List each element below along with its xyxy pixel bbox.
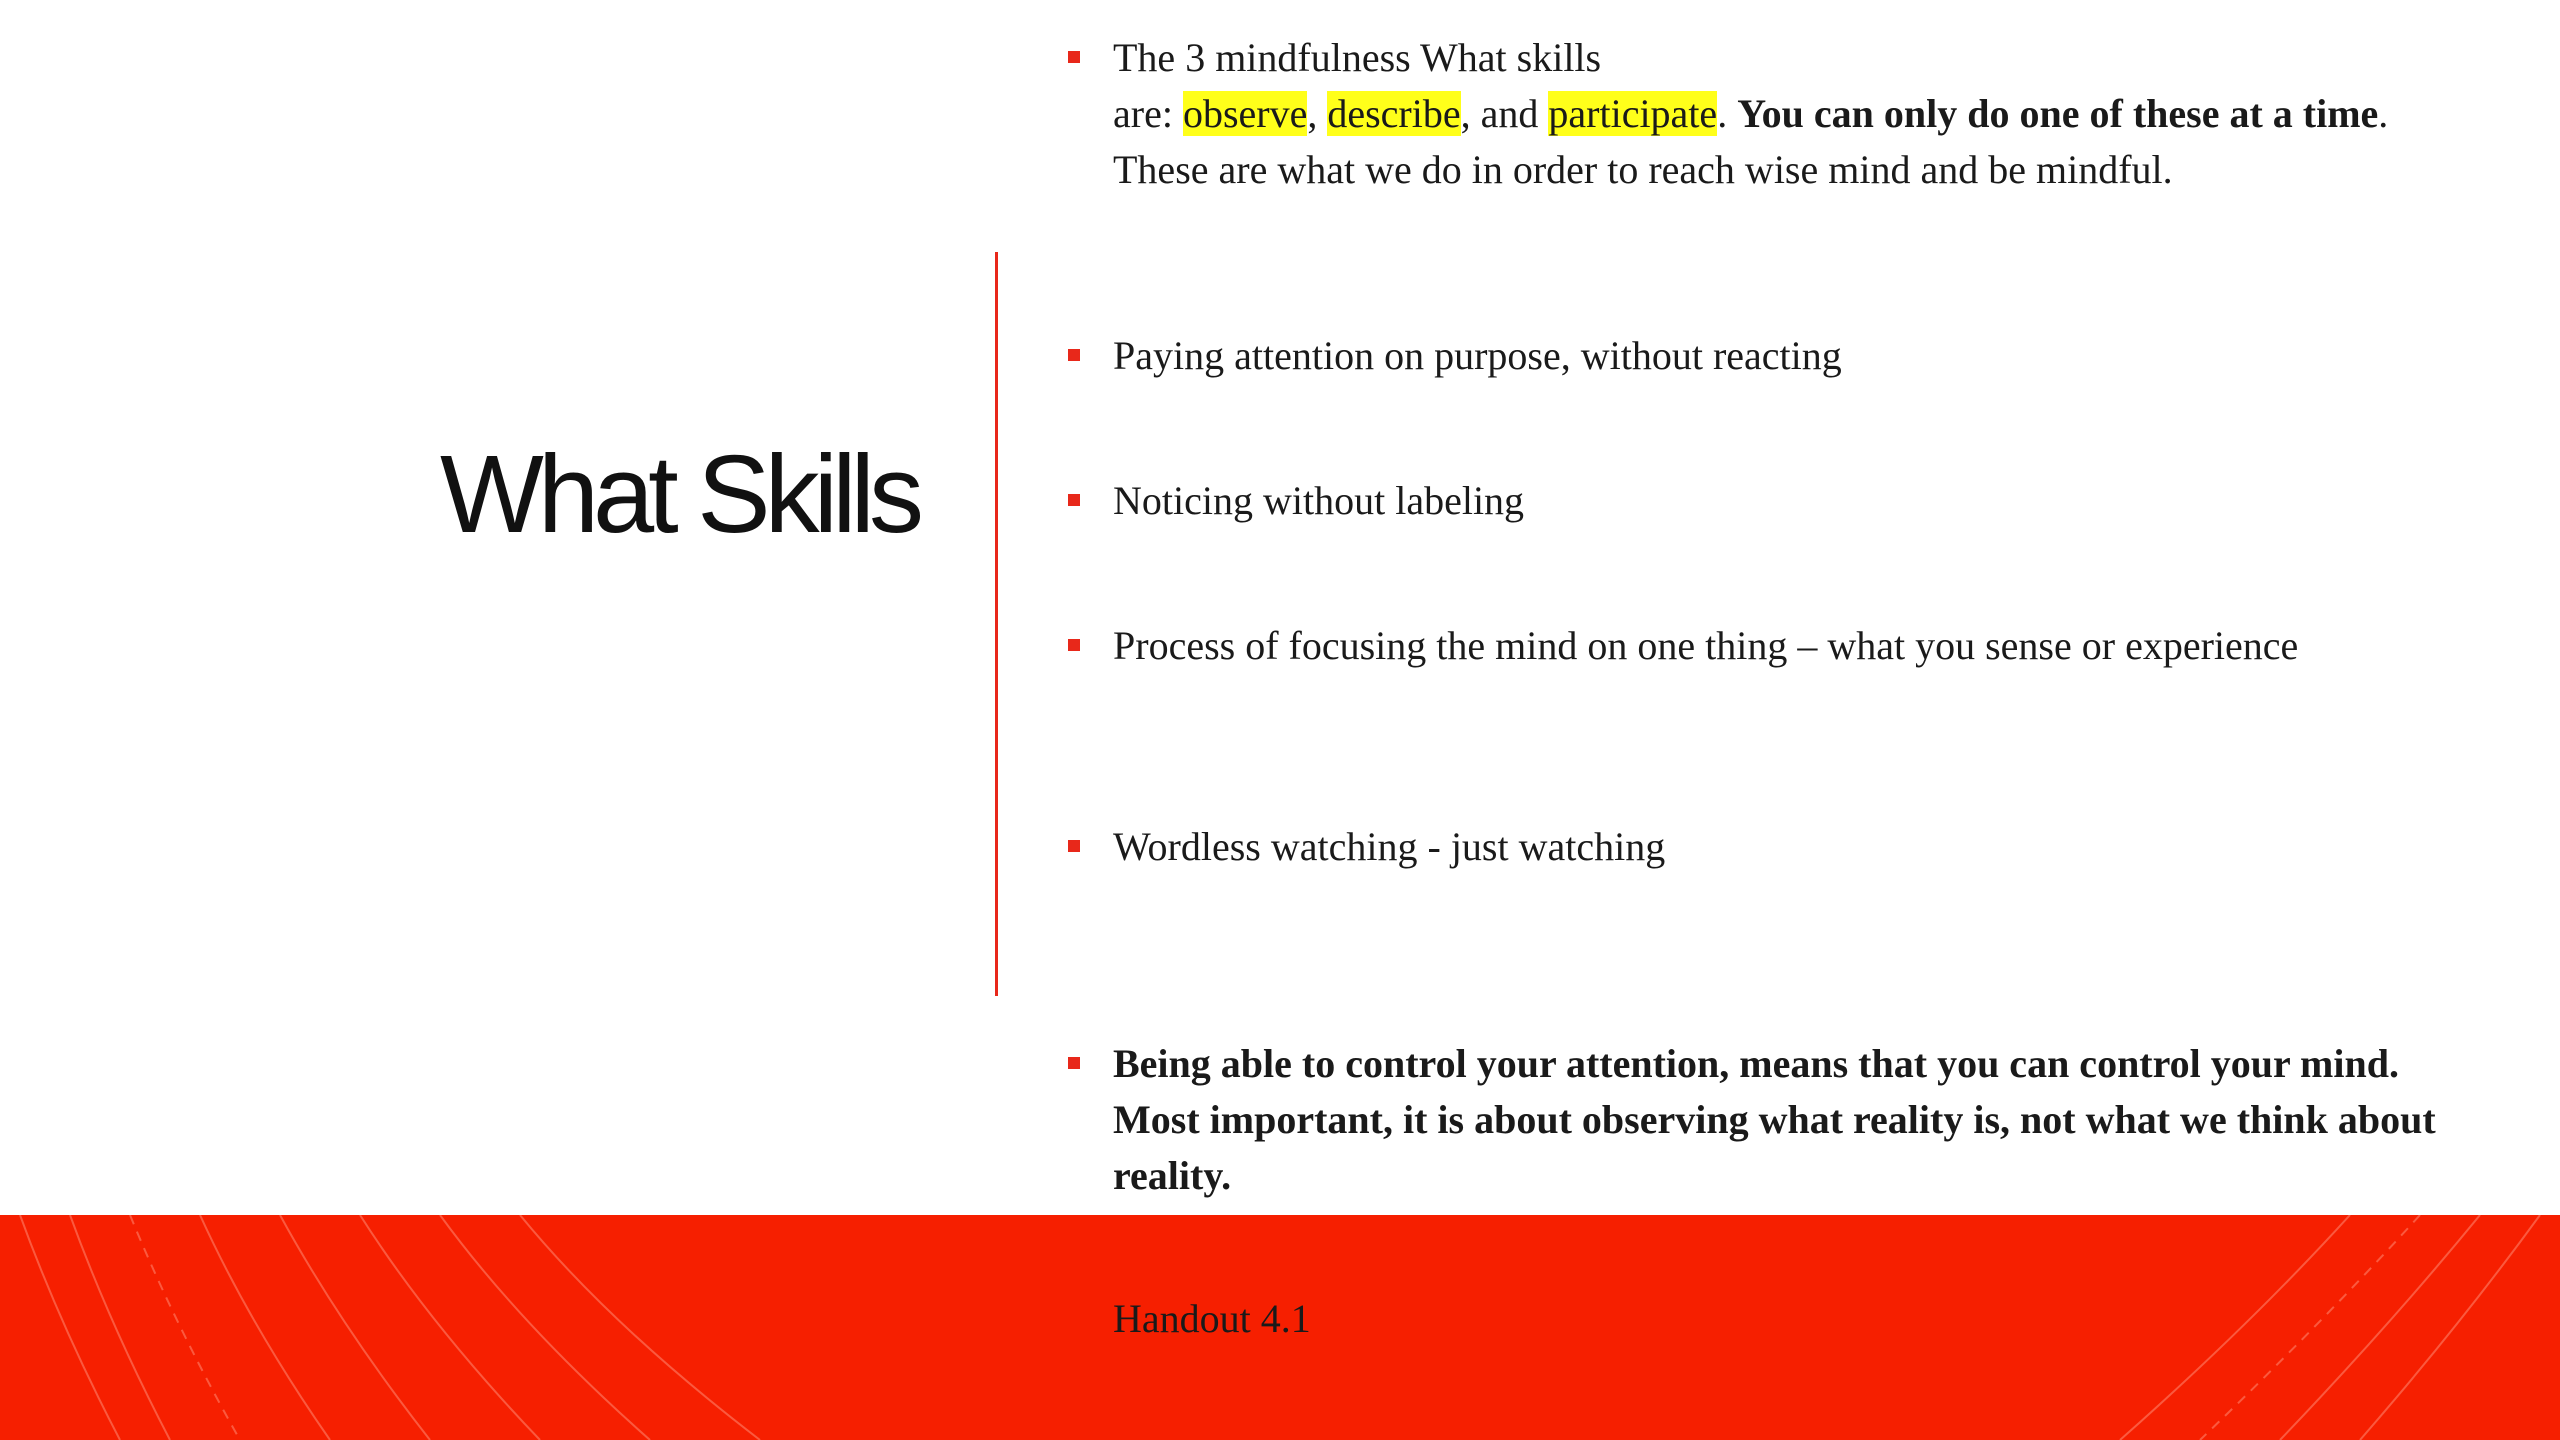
handout-label: Handout 4.1 xyxy=(1113,1296,1311,1341)
bullet-text-part: . These are what we do in order to reach wise mind and be mindful. xyxy=(1113,91,2389,192)
bullet-item-control-attention xyxy=(1068,1036,2468,1204)
highlight-observe: observe xyxy=(1182,91,1308,136)
bullet-text xyxy=(1113,30,2468,198)
bullet-square-icon xyxy=(1068,51,1080,63)
highlight-participate: participate xyxy=(1548,91,1718,136)
bullet-item-what-skills xyxy=(1068,30,2468,198)
bullet-text: Paying attention on purpose, without reacting xyxy=(1113,333,1842,378)
footer-band xyxy=(0,1215,2560,1440)
bullet-square-icon xyxy=(1068,349,1080,361)
highlight-describe: describe xyxy=(1327,91,1461,136)
bullet-item-wordless-watching xyxy=(1068,819,2468,875)
slide-title: What Skills xyxy=(440,433,918,556)
bold-statement: You can only do one of these at a time xyxy=(1737,91,2379,136)
bullet-square-icon xyxy=(1068,840,1080,852)
bullet-text: Being able to control your attention, means that you can control your mind. Most important, it is about observing what reality is, not what we think about reality. xyxy=(1113,1041,2436,1198)
bullet-text: Process of focusing the mind on one thing – what you sense or experience xyxy=(1113,623,2299,668)
bullet-text-part: are: xyxy=(1113,91,1183,136)
bullet-item-paying-attention xyxy=(1068,328,2468,384)
bullet-square-icon xyxy=(1068,639,1080,651)
bullet-item-noticing xyxy=(1068,473,2468,529)
bullet-text-part: , and xyxy=(1460,91,1549,136)
bullet-square-icon xyxy=(1068,494,1080,506)
bullet-text-part: . xyxy=(1717,91,1738,136)
bullet-square-icon xyxy=(1068,1057,1080,1069)
bullet-text-part: , xyxy=(1307,91,1328,136)
bullet-text: Noticing without labeling xyxy=(1113,478,1525,523)
bullet-text: Wordless watching - just watching xyxy=(1113,824,1666,869)
bullet-text-part: The 3 mindfulness What skills xyxy=(1113,35,1602,80)
vertical-divider xyxy=(995,252,998,996)
bullet-item-focusing xyxy=(1068,618,2468,674)
